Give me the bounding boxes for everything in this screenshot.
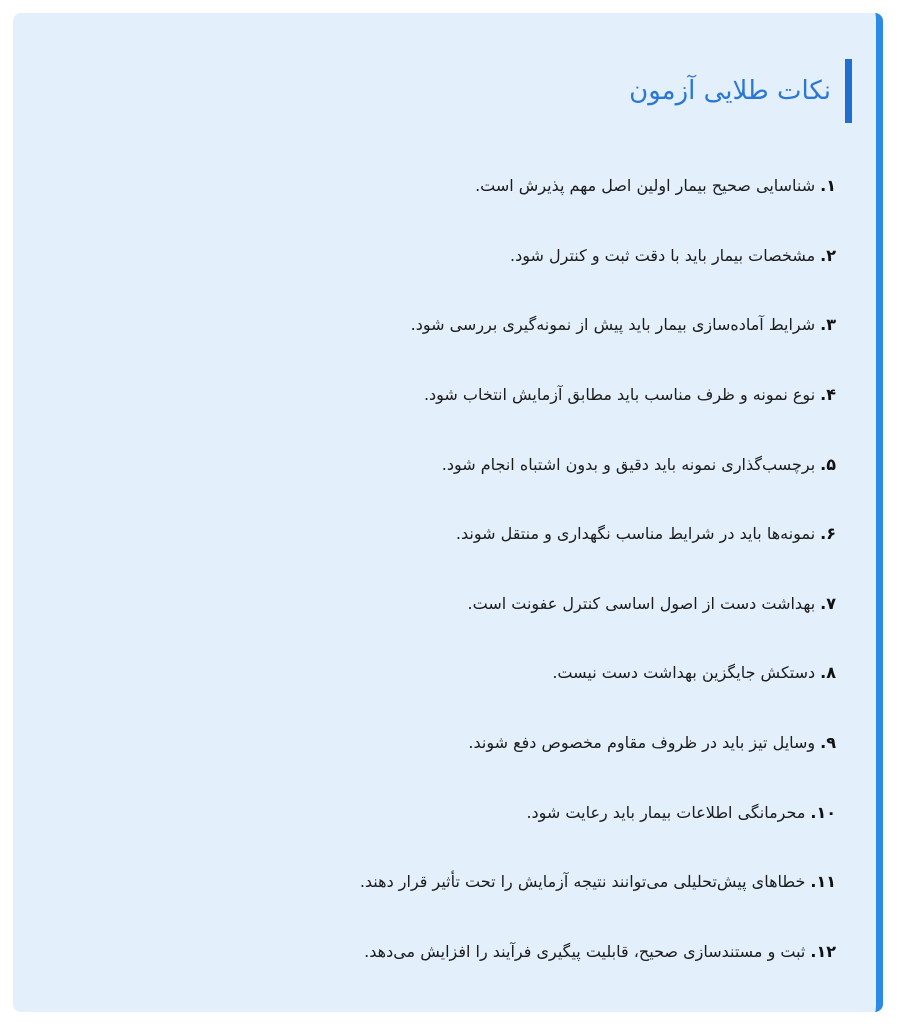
item-text: بهداشت دست از اصول اساسی کنترل عفونت است. — [467, 593, 816, 613]
card-heading — [629, 59, 852, 123]
item-text: ثبت و مستندسازی صحیح، قابلیت پیگیری فرآیند را افزایش می‌دهد. — [364, 941, 806, 961]
item-text: شرایط آماده‌سازی بیمار باید پیش از نمونه‌گیری بررسی شود. — [410, 315, 816, 335]
item-number: ۲ — [826, 245, 836, 265]
item-text: خطاهای پیش‌تحلیلی می‌توانند نتیجه آزمایش را تحت تأثیر قرار دهند. — [359, 872, 806, 892]
list-item: ۴ . نوع نمونه و ظرف مناسب باید مطابق آزمایش انتخاب شود. — [423, 385, 836, 405]
list-item: ۲ . مشخصات بیمار باید با دقت ثبت و کنترل شود. — [510, 245, 836, 265]
item-text: وسایل تیز باید در ظروف مقاوم مخصوص دفع شوند. — [468, 733, 816, 753]
item-text: نوع نمونه و ظرف مناسب باید مطابق آزمایش انتخاب شود. — [423, 385, 816, 405]
list-item: ۸ . دستکش جایگزین بهداشت دست نیست. — [552, 663, 836, 683]
list-item: ۹ . وسایل تیز باید در ظروف مقاوم مخصوص دفع شوند. — [468, 733, 836, 753]
card-title: نکات طلایی آزمون — [629, 76, 831, 106]
list-item: ۵ . برچسب‌گذاری نمونه باید دقیق و بدون اشتباه انجام شود. — [441, 454, 836, 474]
list-item: ۱۲ . ثبت و مستندسازی صحیح، قابلیت پیگیری فرآیند را افزایش می‌دهد. — [364, 941, 836, 961]
list-item: ۱ . شناسایی صحیح بیمار اولین اصل مهم پذیرش است. — [475, 176, 836, 196]
item-text: شناسایی صحیح بیمار اولین اصل مهم پذیرش است. — [475, 176, 816, 196]
item-number: ۸ — [826, 663, 836, 683]
list-item: ۳ . شرایط آماده‌سازی بیمار باید پیش از نمونه‌گیری بررسی شود. — [410, 315, 836, 335]
item-number: ۶ — [826, 524, 836, 544]
list-item: ۷ . بهداشت دست از اصول اساسی کنترل عفونت است. — [467, 593, 836, 613]
list-item: ۱۱ . خطاهای پیش‌تحلیلی می‌توانند نتیجه آزمایش را تحت تأثیر قرار دهند. — [359, 872, 836, 892]
item-number: ۹ — [826, 733, 836, 753]
item-number: ۱ — [826, 176, 836, 196]
item-number: ۵ — [826, 454, 836, 474]
item-number: ۳ — [826, 315, 836, 335]
tips-list — [36, 151, 836, 986]
item-text: برچسب‌گذاری نمونه باید دقیق و بدون اشتباه انجام شود. — [441, 454, 816, 474]
item-text: محرمانگی اطلاعات بیمار باید رعایت شود. — [526, 802, 806, 822]
item-number: ۴ — [826, 385, 836, 405]
item-number: ۱۱ — [816, 872, 836, 892]
golden-tips-card — [13, 13, 883, 1012]
list-item: ۱۰ . محرمانگی اطلاعات بیمار باید رعایت شود. — [526, 802, 836, 822]
item-text: دستکش جایگزین بهداشت دست نیست. — [552, 663, 816, 683]
item-number: ۷ — [826, 593, 836, 613]
list-item: ۶ . نمونه‌ها باید در شرایط مناسب نگهداری و منتقل شوند. — [455, 524, 836, 544]
item-text: نمونه‌ها باید در شرایط مناسب نگهداری و منتقل شوند. — [455, 524, 816, 544]
item-number: ۱۲ — [816, 941, 836, 961]
item-text: مشخصات بیمار باید با دقت ثبت و کنترل شود. — [510, 245, 816, 265]
item-number: ۱۰ — [816, 802, 836, 822]
